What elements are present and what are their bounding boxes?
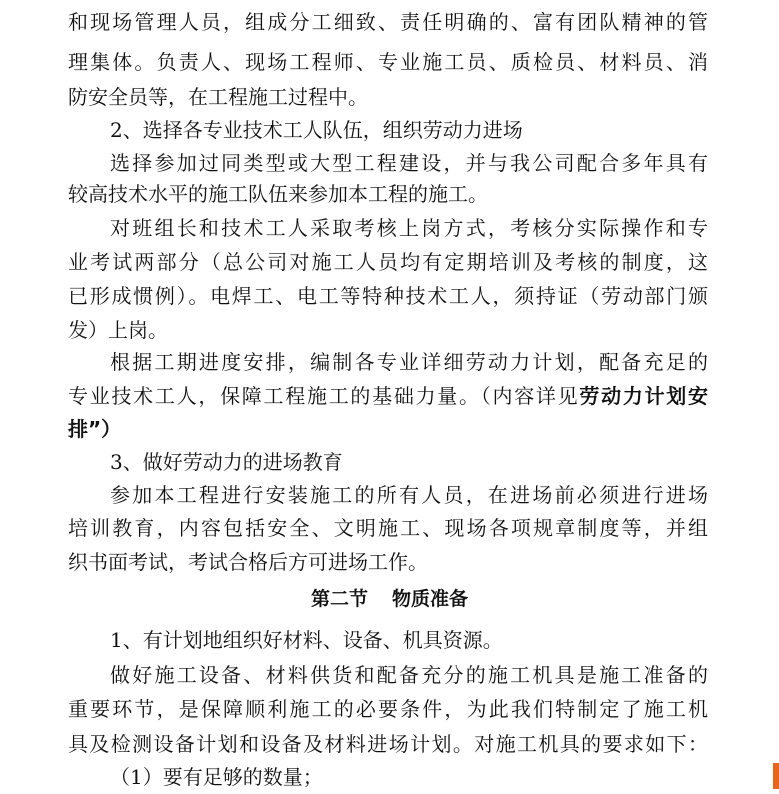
subheading-labor: 2、选择各专业技术工人队伍，组织劳动力进场 — [110, 118, 523, 142]
section-title: 物质准备 — [392, 588, 469, 610]
body-line: 理集体。负责人、现场工程师、专业施工员、质检员、材料员、消 — [68, 50, 708, 74]
body-line: 较高技术水平的施工队伍来参加本工程的施工。 — [68, 182, 488, 206]
section-heading — [0, 582, 779, 616]
scroll-marker — [773, 763, 779, 789]
body-line: 和现场管理人员，组成分工细致、责任明确的、富有团队精神的管 — [68, 10, 708, 34]
body-line: 织书面考试，考试合格后方可进场工作。 — [68, 550, 428, 574]
body-line: 根据工期进度安排，编制各专业详细劳动力计划，配备充足的 — [110, 350, 708, 374]
body-line: 培训教育，内容包括安全、文明施工、现场各项规章制度等，并组 — [68, 516, 708, 540]
subheading-education: 3、做好劳动力的进场教育 — [110, 450, 343, 474]
list-item: （1）要有足够的数量； — [110, 765, 323, 789]
body-line: 重要环节，是保障顺利施工的必要条件，为此我们特制定了施工机 — [68, 697, 708, 721]
body-line: 具及检测设备计划和设备及材料进场计划。对施工机具的要求如下： — [68, 732, 708, 756]
reference-bold-tail: 排”） — [68, 417, 122, 441]
body-line: 参加本工程进行安装施工的所有人员，在进场前必须进行进场 — [110, 483, 708, 507]
body-line: 已形成惯例）。电焊工、电工等特种技术工人，须持证（劳动部门颁 — [68, 284, 708, 308]
body-line: 发）上岗。 — [68, 318, 168, 342]
body-line: 业考试两部分（总公司对施工人员均有定期培训及考核的制度，这 — [68, 250, 708, 274]
body-line-reference-tail — [68, 412, 121, 446]
body-line: 做好施工设备、材料供货和配备充分的施工机具是施工准备的 — [110, 663, 708, 687]
body-line: 对班组长和技术工人采取考核上岗方式，考核分实际操作和专 — [110, 216, 708, 240]
reference-text: 专业技术工人，保障工程施工的基础力量。（内容详见 — [68, 384, 580, 408]
subheading-materials: 1、有计划地组织好材料、设备、机具资源。 — [110, 628, 503, 652]
reference-bold-text: 劳动力计划安 — [579, 384, 709, 408]
body-line: 选择参加过同类型或大型工程建设，并与我公司配合多年具有 — [110, 151, 708, 175]
body-line-reference — [68, 379, 708, 413]
body-line: 防安全员等，在工程施工过程中。 — [68, 85, 368, 109]
section-number: 第二节 — [310, 588, 368, 610]
